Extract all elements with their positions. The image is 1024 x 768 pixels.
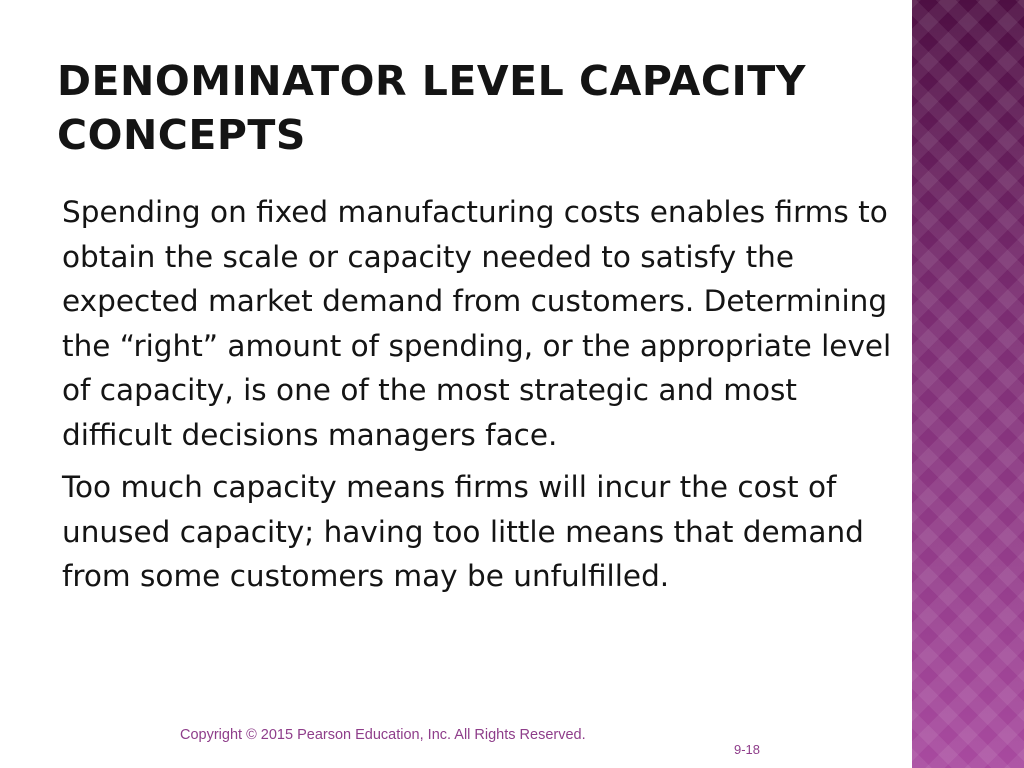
body-paragraph-1: Spending on fixed manufacturing costs enables firms to obtain the scale or capacity needed to satisfy the expected market demand from customers. Determining the “right” amount of spending, or the appropriate level of capacity, is one of the most strategic and most difficult decisions managers face. [62, 195, 892, 452]
body-paragraph-2: Too much capacity means firms will incur the cost of unused capacity; having too little means that demand from some customers may be unfulfilled. [62, 470, 864, 593]
copyright-notice: Copyright © 2015 Pearson Education, Inc. All Rights Reserved. [180, 727, 586, 743]
decorative-side-panel [912, 0, 1024, 768]
page-number: 9-18 [734, 742, 761, 757]
slide-title: DENOMINATOR LEVEL CAPACITY CONCEPTS [57, 57, 806, 159]
slide-body [62, 190, 892, 607]
